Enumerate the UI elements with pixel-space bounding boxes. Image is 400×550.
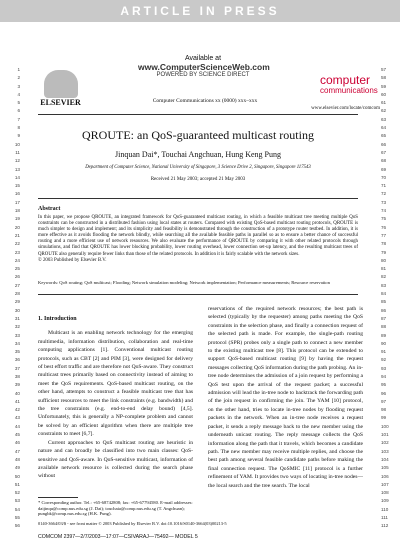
left-line-numbers [6,66,20,531]
line-number: 74 [381,208,387,214]
line-number: 19 [14,216,20,222]
line-number: 67 [381,149,387,155]
abstract-heading: Abstract [38,206,61,212]
line-number: 21 [14,232,20,238]
line-number: 60 [381,91,387,97]
left-paragraph: Current approaches to QoS multicast routing are heuristic in nature and can broadly be classified into two main classes: QoS-sensitive and QoS-aware. In QoS-sensitive multicast, information of available network resource is collected during the search phase without [38,439,193,480]
line-number: 23 [14,249,20,255]
powered-by-text: POWERED BY SCIENCE DIRECT [156,72,250,78]
right-paragraph: reservations of the required network resources; the best path is selected (typically by the requester) among paths meeting the QoS constraints in the selection phase, and finally a connection request of the selected path is made. For example, the single-path routing protocol (SPR) probes only a single path to connect a new member to the existing multicast tree [8]. This protocol can be extended to support QoS-based multicast routing [9] by having the request messages collecting QoS information during the path probing. An in-tree node determines the admission of a join request by performing a QoS test upon the arrival of the request packet; a successful admission will lead the in-tree node to backtrack the forwarding path of the join request in confirming the join. The YAM [10] protocol, on the other hand, tries to locate in-tree nodes by flooding request packets in the network. When an in-tree node receives a request packet, it sends a reply message back to the new member using the underneath unicast routing. The reply message collects the QoS information along the path that it travels, which becomes a candidate path. The new member may receive multiple replies, and choose the best path among several feasible candidate paths before making the final connection request. The QoSMIC [11] protocol is a further refinement of YAM. It provides two ways of locating in-tree nodes—the local search and the tree search. The local [208,306,363,489]
line-number: 48 [14,456,20,462]
line-number: 7 [17,116,20,122]
abstract-bottom-rule [38,294,358,295]
line-number: 16 [14,191,20,197]
line-number: 15 [14,183,20,189]
footnote-rule [38,497,78,498]
line-number: 72 [381,191,387,197]
footnote-text: * Corresponding author. Tel.: +65-68742808; fax: +65-67794580. E-mail addresses: daijinqu@comp.nus.edu.sg (J. Dai); touchaia@comp.nus.edu.sg (T. Angchuan); pungbk@comp.nus.edu.sg (H.K. Pung). [38,500,193,517]
affiliation: Department of Computer Science, National University of Singapore, 3 Science Drive 2, Singapore, Singapore 117543 [85,165,311,170]
line-number: 46 [14,440,20,446]
line-number: 27 [14,282,20,288]
abstract-top-rule [38,198,358,199]
line-number: 79 [381,249,387,255]
abstract-text: In this paper, we propose QROUTE, an integrated framework for QoS-guaranteed multicast routing, in which a feasible multicast tree meeting multiple QoS constraints can be constructed in a distributed fashion using local states at routers. Compared with existing QoS-based multicast routing protocols, QROUTE is much simpler to design and implement; and its simplicity and feasibility is demonstrated through the construction of a prototype router testbed. In addition, it is more effective as it avoids flooding the network blindly, while searching all the available feasible paths in parallel so as to ensure a better chance of successful routing and a more efficient use of network resources. We also evaluate the performance of QROUTE by comparing it with other related protocols through simulations, and find that QROUTE has lower blocking probability, lower routing overhead, lower connection set-up latency, and the resulting multicast trees of QROUTE also generally require fewer links than those of the related protocols. In addition it is fairly scalable with the network sizes. [38,215,358,257]
line-number: 17 [14,199,20,205]
line-number: 58 [381,75,387,81]
elsevier-logo [38,70,83,107]
available-at-text: Available at [184,55,222,62]
line-number: 31 [14,315,20,321]
footnote [38,500,193,517]
line-number: 76 [381,224,387,230]
line-number: 95 [381,382,387,388]
line-number: 73 [381,199,387,205]
production-line: COMCOM 2397—2/7/2003—17:07—CSIVARAJ—75492— MODEL 5 [38,534,198,540]
line-number: 103 [381,448,389,454]
line-number: 85 [381,299,387,305]
line-number: 42 [14,407,20,413]
line-number: 57 [381,67,387,72]
article-in-press-banner: ARTICLE IN PRESS [0,0,400,22]
line-number: 36 [14,357,20,363]
line-number: 39 [14,382,20,388]
line-number: 70 [381,174,387,180]
line-number: 59 [381,83,387,89]
line-number: 88 [381,324,387,330]
line-number: 83 [381,282,387,288]
line-number: 43 [14,415,20,421]
line-number: 6 [17,108,20,114]
authors: Jinquan Dai*, Touchai Angchuan, Hung Keng Pung [115,150,281,159]
received-dates: Received 21 May 2003; accepted 21 May 2003 [150,177,246,182]
line-number: 40 [14,390,20,396]
copyright-text: © 2003 Published by Elsevier B.V. [38,257,107,263]
line-number: 104 [381,456,389,462]
line-number: 100 [381,423,389,429]
line-number: 53 [14,498,20,504]
line-number: 45 [14,432,20,438]
line-number: 35 [14,349,20,355]
line-number: 52 [14,490,20,496]
line-number: 30 [14,307,20,313]
line-number: 109 [381,498,389,504]
line-number: 92 [381,357,387,363]
line-number: 101 [381,432,389,438]
line-number: 112 [381,523,389,529]
line-number: 12 [14,158,20,164]
header-rule [38,114,358,115]
line-number: 37 [14,365,20,371]
sciencedirect-url[interactable]: www.ComputerScienceWeb.com [138,62,270,72]
line-number: 26 [14,274,20,280]
sciencedirect-logo [138,55,268,78]
line-number: 1 [17,67,20,72]
elsevier-tree-icon [44,70,78,98]
line-number: 62 [381,108,387,114]
line-number: 22 [14,241,20,247]
line-number: 107 [381,481,389,487]
line-number: 55 [14,515,20,521]
line-number: 56 [14,523,20,529]
line-number: 111 [381,515,388,521]
right-line-numbers [381,66,395,531]
line-number: 51 [14,481,20,487]
line-number: 91 [381,349,387,355]
line-number: 9 [17,133,20,139]
right-column [208,305,363,490]
line-number: 13 [14,166,20,172]
line-number: 4 [17,91,20,97]
line-number: 81 [381,266,387,272]
line-number: 20 [14,224,20,230]
journal-logo [320,74,380,96]
issn-line: 0140-3664/03/$ - see front matter © 2003 Published by Elsevier B.V. doi:10.1016/S0140-3664(03)00213-5 [38,521,227,526]
line-number: 47 [14,448,20,454]
line-number: 80 [381,257,387,263]
line-number: 33 [14,332,20,338]
journal-logo-small: communications [320,86,378,95]
line-number: 102 [381,440,389,446]
journal-logo-big: computer [320,73,371,87]
line-number: 105 [381,465,389,471]
line-number: 18 [14,208,20,214]
line-number: 32 [14,324,20,330]
line-number: 94 [381,373,387,379]
left-column [38,305,193,481]
line-number: 14 [14,174,20,180]
line-number: 98 [381,407,387,413]
line-number: 2 [17,75,20,81]
line-number: 38 [14,373,20,379]
line-number: 82 [381,274,387,280]
left-paragraph: Multicast is an enabling network technology for the emerging multimedia, information distribution, collaboration and real-time computing applications [1]. Conventional multicast routing protocols, such as CBT [2] and PIM [3], were designed for delivery of best effort traffic and are therefore not QoS-aware. They construct multicast trees primarily based on connectivity instead of aiming to meet the QoS requirements. QoS-based multicast routing, on the other hand, attempts to construct a feasible multicast tree that has sufficient resources to meet the link constraints (e.g. bandwidth) and the tree constraints (e.g. end-to-end delay bound) [4,5]. Unfortunately, this is generally a NP-complete problem and cannot be solved by an efficient algorithm when there are multiple tree constraints to meet [6,7]. [38,330,193,438]
line-number: 65 [381,133,387,139]
line-number: 108 [381,490,389,496]
line-number: 71 [381,183,387,189]
line-number: 5 [17,100,20,106]
line-number: 84 [381,291,387,297]
line-number: 87 [381,315,387,321]
line-number: 28 [14,291,20,297]
line-number: 90 [381,340,387,346]
paper-title: QROUTE: an QoS-guaranteed multicast routing [82,128,314,142]
line-number: 66 [381,141,387,147]
line-number: 69 [381,166,387,172]
line-number: 64 [381,125,387,131]
line-number: 110 [381,506,389,512]
line-number: 49 [14,465,20,471]
line-number: 61 [381,100,387,106]
line-number: 41 [14,398,20,404]
line-number: 96 [381,390,387,396]
line-number: 75 [381,216,387,222]
publisher-name: ELSEVIER [40,98,81,107]
line-number: 63 [381,116,387,122]
line-number: 78 [381,241,387,247]
keywords: Keywords: QoS routing; QoS multicast; Flooding; Network simulation modeling; Network implementation; Performance measurements; Resource reservation [38,280,330,285]
line-number: 50 [14,473,20,479]
abstract-body [38,215,358,264]
line-number: 44 [14,423,20,429]
journal-citation: Computer Communications xx (0000) xxx–xxx [152,98,258,104]
line-number: 99 [381,415,387,421]
line-number: 68 [381,158,387,164]
line-number: 11 [15,149,20,155]
line-number: 93 [381,365,387,371]
line-number: 86 [381,307,387,313]
line-number: 29 [14,299,20,305]
line-number: 3 [17,83,20,89]
line-number: 34 [14,340,20,346]
line-number: 25 [14,266,20,272]
journal-url[interactable]: www.elsevier.com/locate/comcom [311,106,380,111]
line-number: 97 [381,398,387,404]
line-number: 24 [14,257,20,263]
line-number: 8 [17,125,20,131]
line-number: 77 [381,232,387,238]
section-heading: 1. Introduction [38,316,77,322]
line-number: 89 [381,332,387,338]
line-number: 10 [14,141,20,147]
line-number: 106 [381,473,389,479]
line-number: 54 [14,506,20,512]
